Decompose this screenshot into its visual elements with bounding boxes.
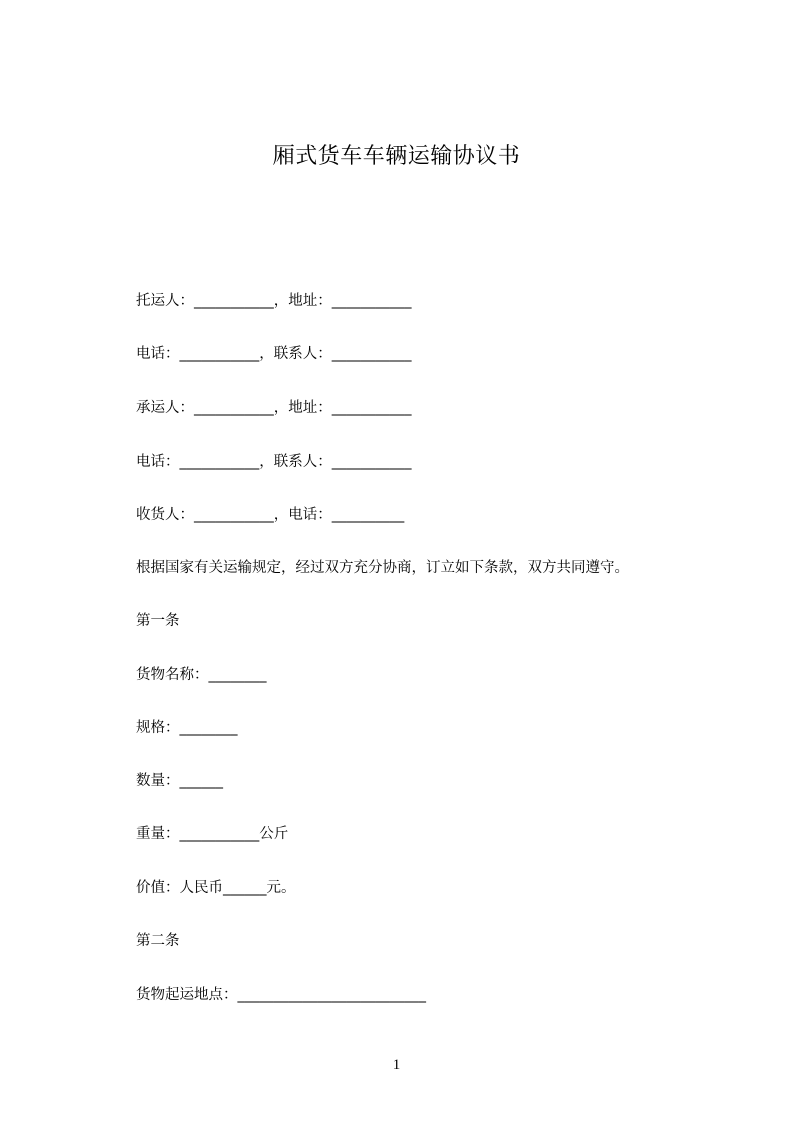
specification-line: 规格：________ bbox=[136, 720, 238, 736]
article-1-heading: 第一条 bbox=[136, 613, 180, 629]
consignee-phone-line: 收货人：___________，电话：__________ bbox=[136, 507, 405, 523]
quantity-line: 数量：______ bbox=[136, 773, 223, 789]
agreement-preamble: 根据国家有关运输规定，经过双方充分协商，订立如下条款，双方共同遵守。 bbox=[136, 560, 629, 576]
carrier-phone-contact-line: 电话：___________，联系人：___________ bbox=[136, 454, 412, 470]
article-2-heading: 第二条 bbox=[136, 933, 180, 949]
goods-name-line: 货物名称：________ bbox=[136, 667, 267, 683]
shipper-phone-contact-line: 电话：___________，联系人：___________ bbox=[136, 346, 412, 362]
carrier-address-line: 承运人：___________，地址：___________ bbox=[136, 400, 412, 416]
shipper-address-line: 托运人：___________，地址：___________ bbox=[136, 293, 412, 309]
document-title: 厢式货车车辆运输协议书 bbox=[272, 144, 521, 169]
value-line: 价值：人民币______元。 bbox=[136, 880, 296, 896]
weight-line: 重量：___________公斤 bbox=[136, 826, 289, 842]
departure-location-line: 货物起运地点：__________________________ bbox=[136, 987, 426, 1003]
page-number: 1 bbox=[392, 1057, 401, 1073]
